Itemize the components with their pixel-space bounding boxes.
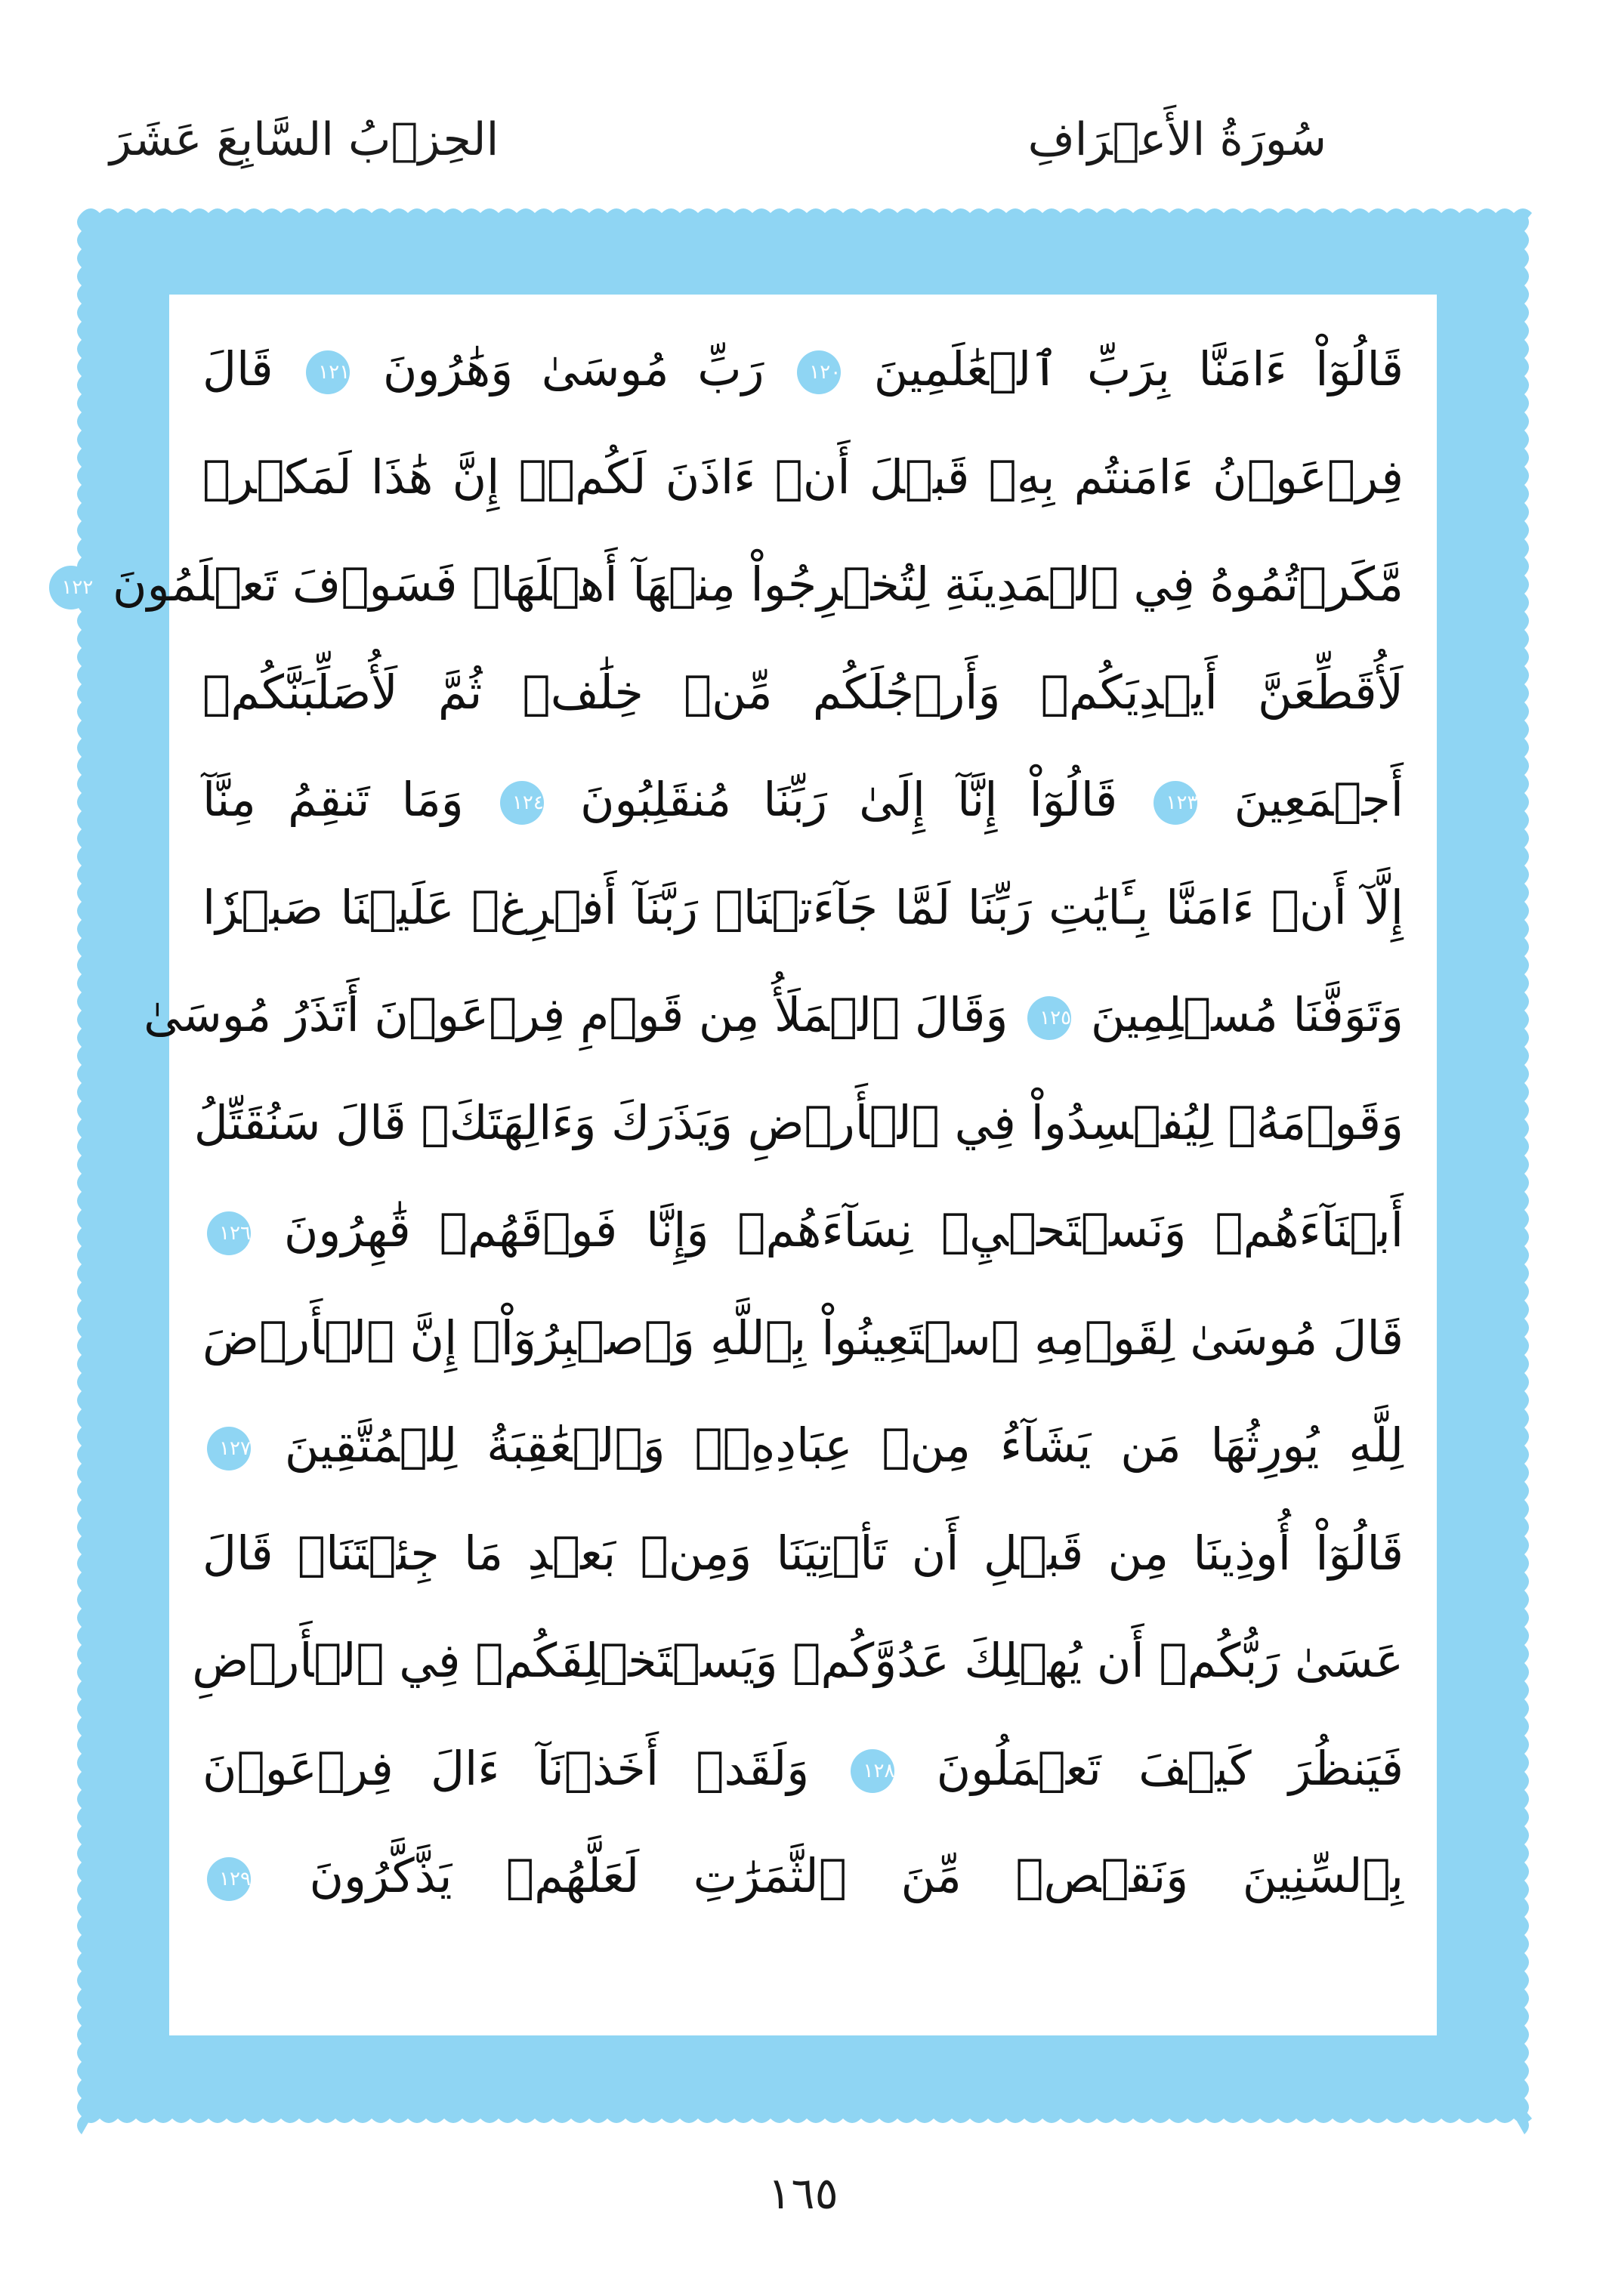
- verse-text: مَّكَرۡتُمُوهُ فِي ٱلۡمَدِينَةِ لِتُخۡرِجُواْ مِنۡهَآ أَهۡلَهَاۖ فَسَوۡفَ تَعۡلَمُونَ: [97, 557, 1404, 612]
- verse-line: [202, 1392, 1404, 1500]
- page-header: [0, 113, 1606, 204]
- verse-line: [202, 1500, 1404, 1608]
- ayah-number-marker: ١٢٧: [207, 1427, 251, 1470]
- verse-text: وَلَقَدۡ أَخَذۡنَآ ءَالَ فِرۡعَوۡنَ: [202, 1740, 810, 1796]
- page-frame: [61, 213, 1524, 2119]
- ayah-number-marker: ١٢٣: [1154, 781, 1197, 825]
- verse-text: وَتَوَفَّنَا مُسۡلِمِينَ: [1076, 987, 1404, 1042]
- ayah-number-marker: ١٢١: [306, 350, 350, 394]
- verse-line: [61, 531, 1404, 639]
- verse-line: [202, 1285, 1404, 1393]
- verse-text: قَالُوٓاْ أُوذِينَا مِن قَبۡلِ أَن تَأۡتِيَنَا وَمِنۢ بَعۡدِ مَا جِئۡتَنَاۚ قَالَ: [202, 1525, 1404, 1581]
- ayah-number-marker: ١٢٥: [1027, 996, 1071, 1040]
- verse-line: [193, 1069, 1404, 1177]
- verse-line: [202, 424, 1404, 532]
- verse-text: بِٱلسِّنِينَ وَنَقۡصٖ مِّنَ ٱلثَّمَرَٰتِ لَعَلَّهُمۡ يَذَّكَّرُونَ: [255, 1848, 1404, 1903]
- verse-lines: [61, 316, 1404, 1930]
- ayah-number-marker: ١٢٠: [797, 350, 841, 394]
- hizb-title: الحِزۡبُ السَّابِعَ عَشَرَ: [110, 113, 499, 166]
- frame-top-edge: [82, 204, 1524, 222]
- verse-text: أَبۡنَآءَهُمۡ وَنَسۡتَحۡيِۦ نِسَآءَهُمۡ وَإِنَّا فَوۡقَهُمۡ قَٰهِرُونَ: [255, 1202, 1404, 1258]
- ayah-number-marker: ١٢٦: [207, 1211, 251, 1255]
- verse-text: عَسَىٰ رَبُّكُمۡ أَن يُهۡلِكَ عَدُوَّكُمۡ وَيَسۡتَخۡلِفَكُمۡ فِي ٱلۡأَرۡضِ: [192, 1633, 1404, 1688]
- verse-line: [192, 1607, 1404, 1715]
- verse-text: لَأُقَطِّعَنَّ أَيۡدِيَكُمۡ وَأَرۡجُلَكُم مِّنۡ خِلَٰفٖ ثُمَّ لَأُصَلِّبَنَّكُمۡ: [202, 664, 1404, 720]
- verse-line: [202, 316, 1404, 424]
- verse-text: وَقَوۡمَهُۥ لِيُفۡسِدُواْ فِي ٱلۡأَرۡضِ وَيَذَرَكَ وَءَالِهَتَكَۚ قَالَ سَنُقَتِّلُ: [193, 1094, 1404, 1150]
- verse-text: رَبِّ مُوسَىٰ وَهَٰرُونَ: [354, 341, 764, 397]
- verse-text: أَجۡمَعِينَ: [1202, 772, 1404, 827]
- text-panel: [61, 295, 1437, 2035]
- verse-line: [202, 854, 1404, 962]
- verse-line: [202, 1177, 1404, 1285]
- surah-title: سُورَةُ الأَعۡرَافِ: [1027, 113, 1326, 166]
- ayah-number-marker: ١٢٢: [49, 566, 93, 609]
- verse-text: فِرۡعَوۡنُ ءَامَنتُم بِهِۦ قَبۡلَ أَنۡ ءَاذَنَ لَكُمۡۖ إِنَّ هَٰذَا لَمَكۡرٞ: [202, 449, 1404, 505]
- ayah-number-marker: ١٢٤: [500, 781, 544, 825]
- page-number: ١٦٥: [767, 2168, 839, 2219]
- verse-text: قَالَ مُوسَىٰ لِقَوۡمِهِ ٱسۡتَعِينُواْ بِٱللَّهِ وَٱصۡبِرُوٓاْۖ إِنَّ ٱلۡأَرۡضَ: [202, 1310, 1404, 1366]
- frame-right-edge: [1515, 213, 1533, 2119]
- verse-text: قَالُوٓاْ إِنَّآ إِلَىٰ رَبِّنَا مُنقَلِبُونَ: [548, 772, 1118, 827]
- frame-bottom-edge: [82, 2109, 1524, 2128]
- verse-text: وَقَالَ ٱلۡمَلَأُ مِن قَوۡمِ فِرۡعَوۡنَ أَتَذَرُ مُوسَىٰ: [144, 987, 1008, 1042]
- frame-left-edge: [73, 213, 91, 2119]
- verse-line: [202, 1822, 1404, 1930]
- verse-line: [144, 961, 1404, 1069]
- ayah-number-marker: ١٢٨: [851, 1749, 894, 1793]
- verse-line: [202, 639, 1404, 747]
- verse-text: قَالُوٓاْ ءَامَنَّا بِرَبِّ ٱلۡعَٰلَمِينَ: [845, 341, 1404, 397]
- verse-line: [202, 746, 1404, 854]
- verse-text: إِلَّآ أَنۡ ءَامَنَّا بِـَٔايَٰتِ رَبِّنَا لَمَّا جَآءَتۡنَاۚ رَبَّنَآ أَفۡرِغۡ عَلَيۡنَا صَبۡرٗا: [202, 879, 1404, 935]
- verse-text: وَمَا تَنقِمُ مِنَّآ: [202, 772, 464, 827]
- verse-text: قَالَ: [202, 341, 273, 397]
- verse-text: لِلَّهِ يُورِثُهَا مَن يَشَآءُ مِنۡ عِبَادِهِۦۖ وَٱلۡعَٰقِبَةُ لِلۡمُتَّقِينَ: [255, 1418, 1404, 1473]
- ayah-number-marker: ١٢٩: [207, 1857, 251, 1901]
- verse-text: فَيَنظُرَ كَيۡفَ تَعۡمَلُونَ: [899, 1740, 1404, 1796]
- verse-line: [202, 1715, 1404, 1823]
